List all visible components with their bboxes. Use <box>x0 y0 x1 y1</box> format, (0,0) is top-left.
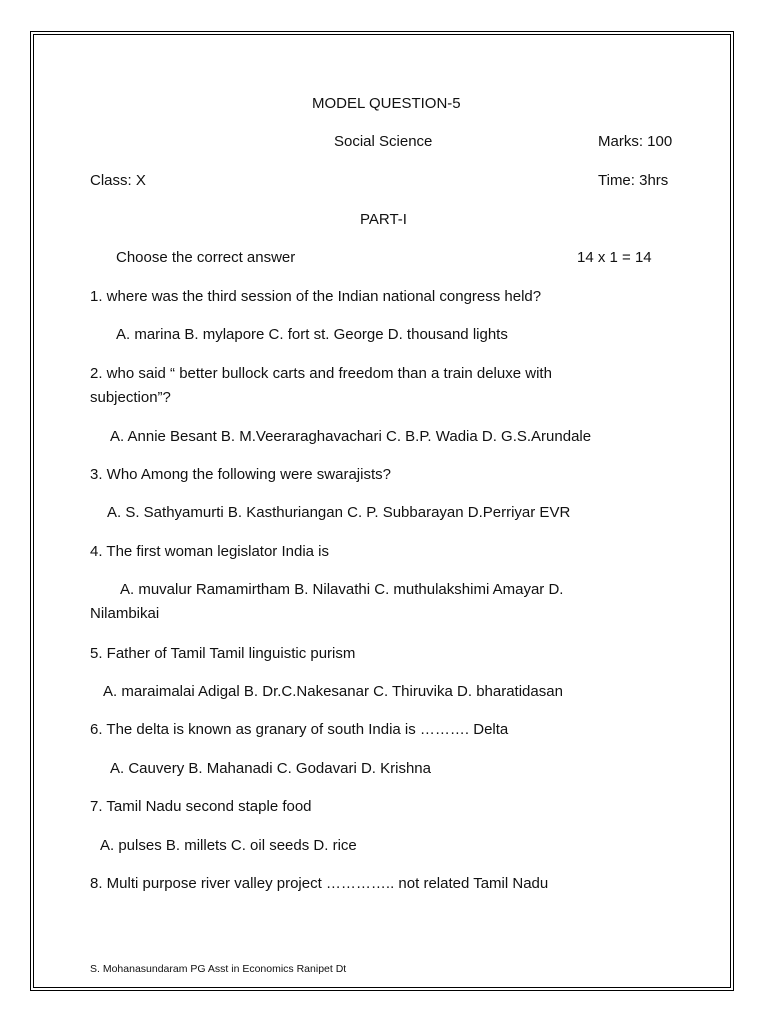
question-7: 7. Tamil Nadu second staple food <box>90 798 312 815</box>
page-title: MODEL QUESTION-5 <box>312 95 461 112</box>
part-heading: PART-I <box>360 211 407 228</box>
question-3: 3. Who Among the following were swarajists? <box>90 466 391 483</box>
footer-credit: S. Mohanasundaram PG Asst in Economics Ranipet Dt <box>90 963 347 975</box>
question-8: 8. Multi purpose river valley project ………….. not related Tamil Nadu <box>90 875 549 892</box>
options-1: A. marina B. mylapore C. fort st. George D. thousand lights <box>116 326 508 343</box>
question-4: 4. The first woman legislator India is <box>90 543 329 560</box>
options-5: A. maraimalai Adigal B. Dr.C.Nakesanar C. Thiruvika D. bharatidasan <box>103 683 563 700</box>
options-2: A. Annie Besant B. M.Veeraraghavachari C. B.P. Wadia D. G.S.Arundale <box>110 428 592 445</box>
subject-label: Social Science <box>334 133 433 150</box>
question-5: 5. Father of Tamil Tamil linguistic purism <box>90 645 356 662</box>
marks-label: Marks: 100 <box>598 133 673 150</box>
options-6: A. Cauvery B. Mahanadi C. Godavari D. Krishna <box>110 760 431 777</box>
question-2: 2. who said “ better bullock carts and freedom than a train deluxe with subjection”? <box>90 365 552 406</box>
instruction-text: Choose the correct answer <box>116 249 296 266</box>
class-label: Class: X <box>90 172 146 189</box>
question-6: 6. The delta is known as granary of south India is ………. Delta <box>90 721 509 738</box>
time-label: Time: 3hrs <box>598 172 669 189</box>
options-4: A. muvalur Ramamirtham B. Nilavathi C. muthulakshimi Amayar D. Nilambikai <box>90 581 564 622</box>
options-7: A. pulses B. millets C. oil seeds D. rice <box>100 837 357 854</box>
question-1: 1. where was the third session of the Indian national congress held? <box>90 288 542 305</box>
instruction-marks: 14 x 1 = 14 <box>577 249 652 266</box>
options-3: A. S. Sathyamurti B. Kasthuriangan C. P. Subbarayan D.Perriyar EVR <box>107 504 571 521</box>
